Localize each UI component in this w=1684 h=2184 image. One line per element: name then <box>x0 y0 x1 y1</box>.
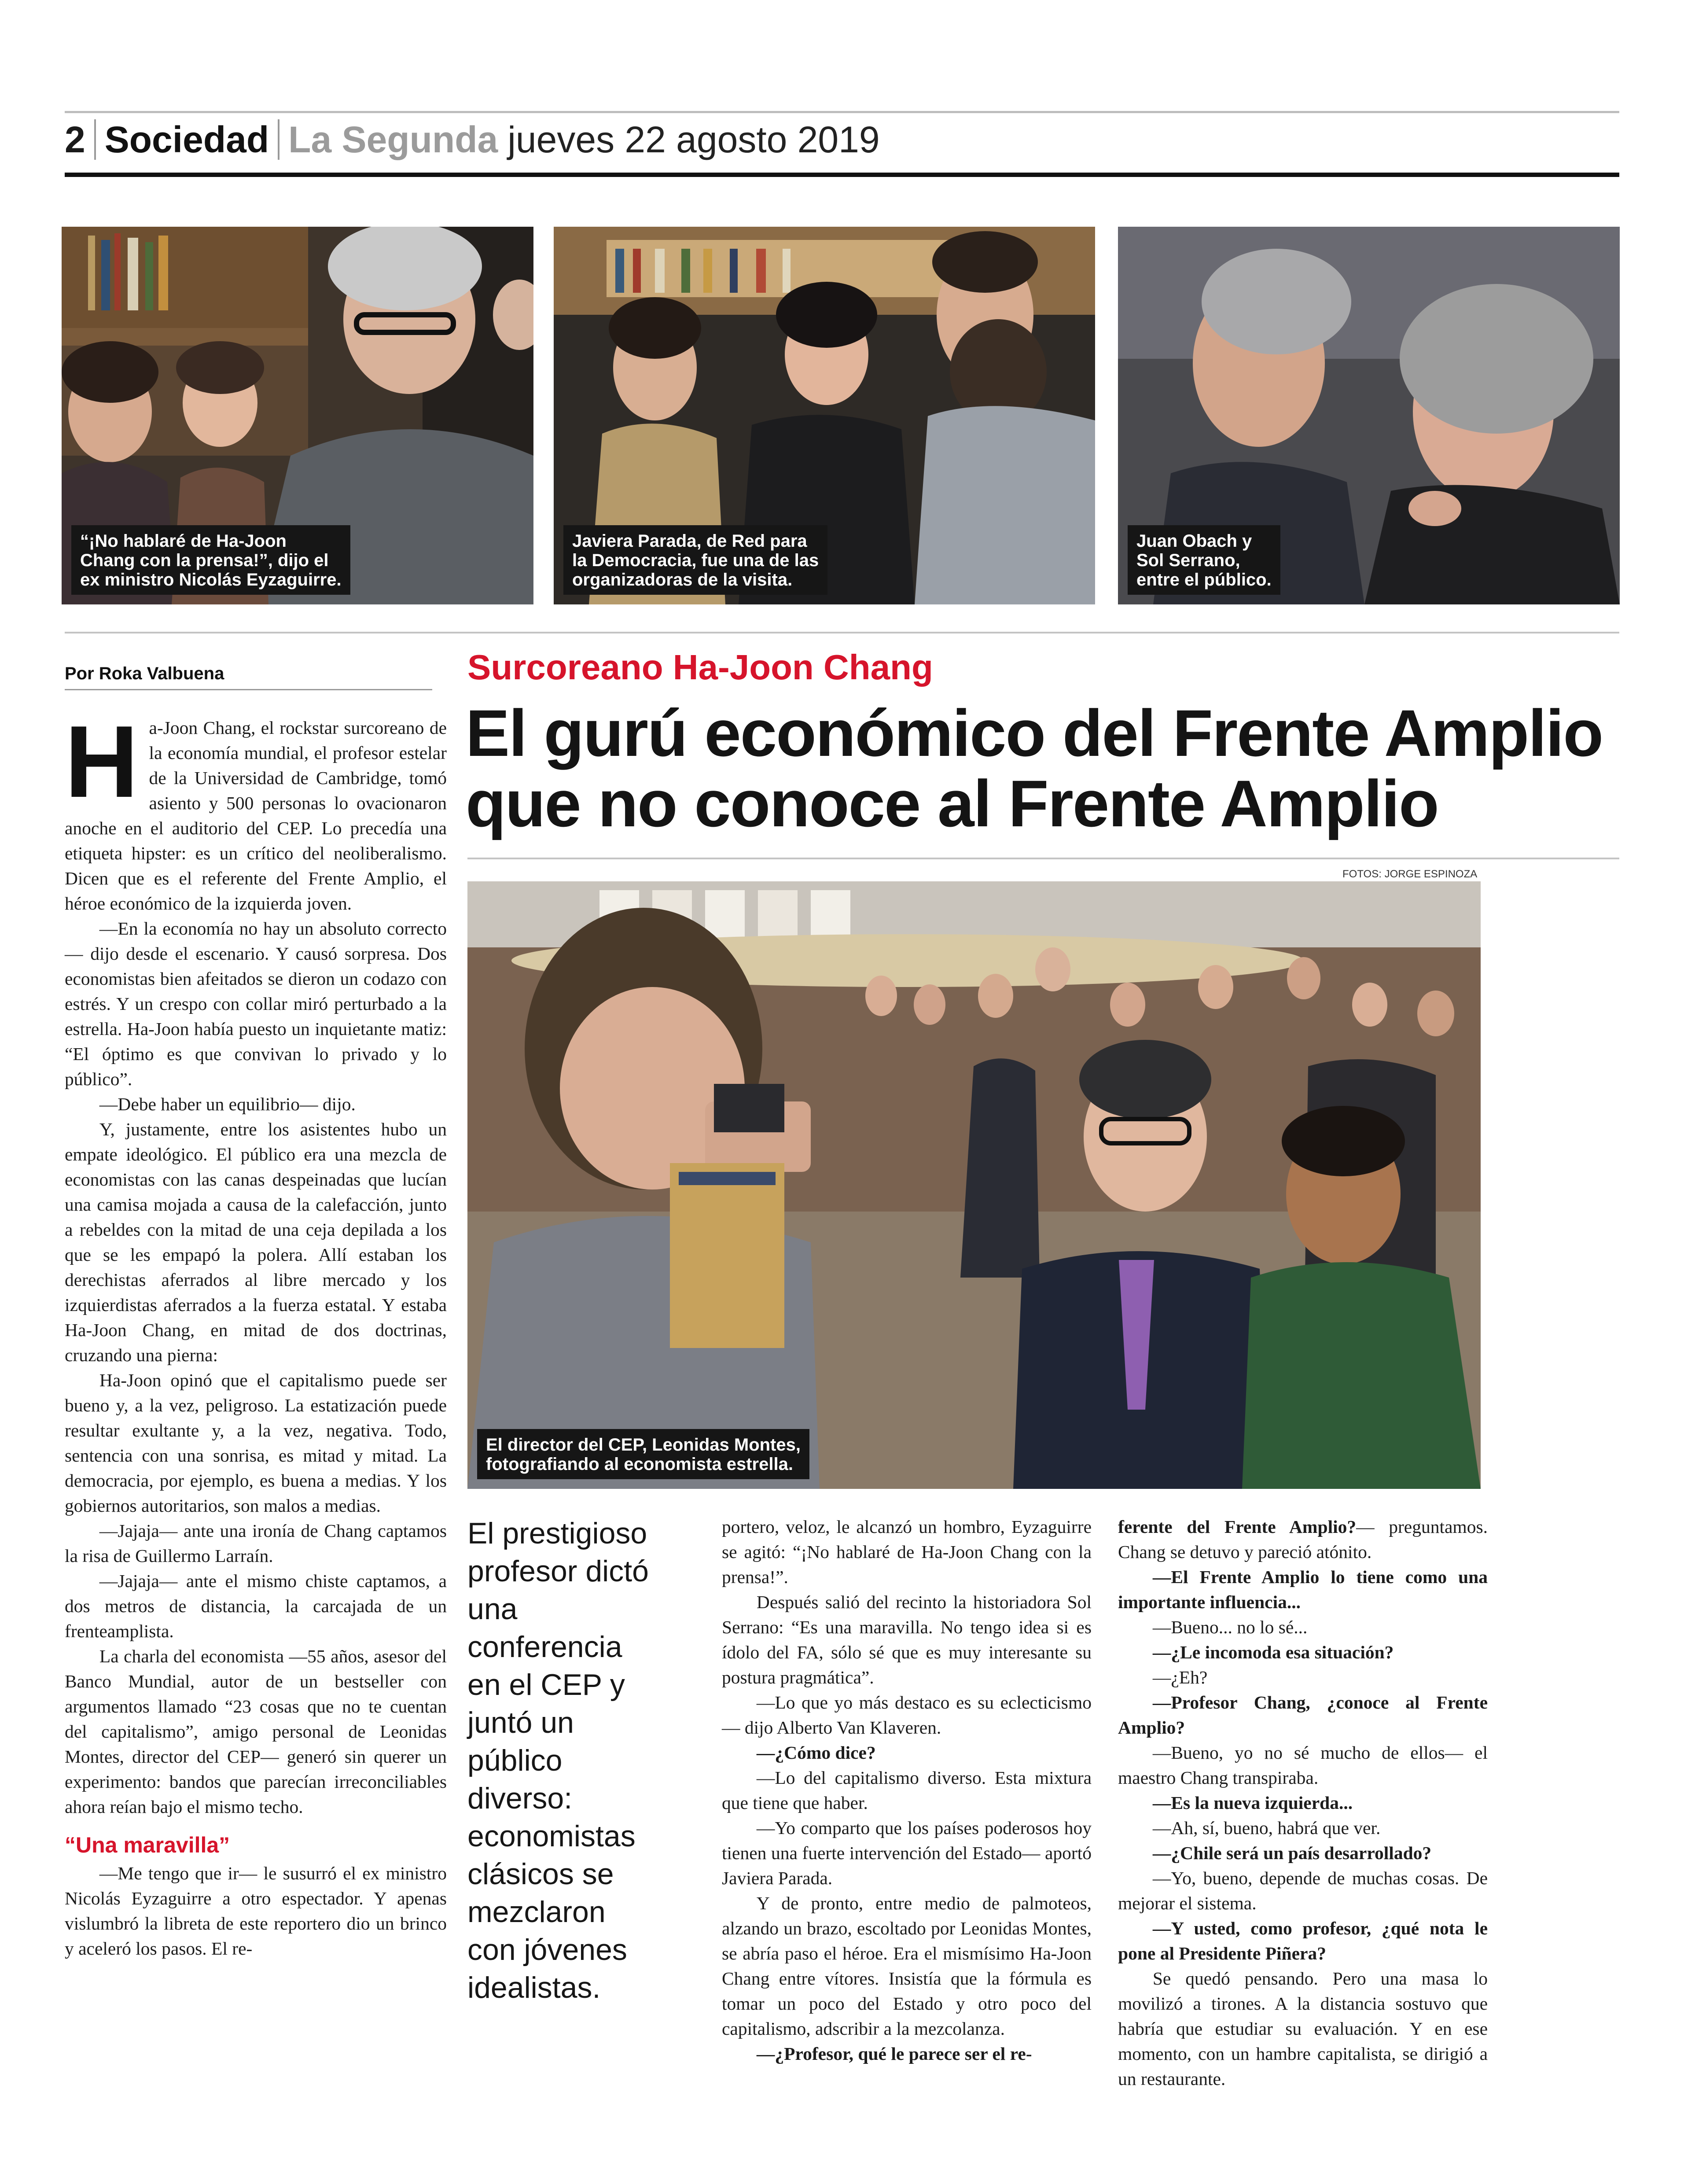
pull-quote-line: en el CEP y <box>467 1668 625 1702</box>
photo-caption <box>477 1429 809 1479</box>
section-rule <box>65 632 1619 633</box>
pull-quote-line: juntó un <box>467 1706 574 1739</box>
question-text: —Profesor Chang, ¿conoce al Frente Amplio? <box>1118 1692 1488 1738</box>
caption-line: “¡No hablaré de Ha-Joon <box>80 531 287 551</box>
article-paragraph <box>65 705 447 916</box>
article-paragraph <box>1118 1916 1488 1966</box>
pull-quote-line: profesor dictó <box>467 1554 649 1588</box>
question-text: —¿Chile será un país desarrollado? <box>1152 1843 1432 1863</box>
caption-line: la Democracia, fue una de las <box>572 551 819 570</box>
article-paragraph: —Jajaja— ante el mismo chiste captamos, a dos metros de distancia, la carcajada de un frenteamplista. <box>65 1571 447 1641</box>
pull-quote-line: El prestigioso <box>467 1517 647 1550</box>
article-paragraph <box>722 1740 1092 1765</box>
section-name: Sociedad <box>104 118 269 160</box>
article-paragraph: —Ah, sí, bueno, habrá que ver. <box>1152 1818 1381 1838</box>
caption-line: El director del CEP, Leonidas Montes, <box>486 1435 801 1455</box>
photo-caption <box>563 525 827 595</box>
article-paragraph <box>722 2041 1092 2066</box>
photo-credit: FOTOS: JORGE ESPINOZA <box>1342 868 1478 880</box>
header-top-rule <box>65 111 1619 113</box>
headline-line: que no conoce al Frente Amplio <box>466 766 1438 840</box>
article-paragraph: —¿Eh? <box>1152 1667 1208 1687</box>
article-paragraph <box>1118 1514 1488 1565</box>
photo-caption <box>1128 525 1280 595</box>
pull-quote-line: diverso: <box>467 1782 573 1815</box>
article-paragraph: —Lo que yo más destaco es su eclecticismo— dijo Alberto Van Klaveren. <box>722 1692 1092 1738</box>
question-text: —¿Le incomoda esa situación? <box>1152 1642 1394 1662</box>
issue-date: jueves 22 agosto 2019 <box>507 118 880 160</box>
pull-quote-line: mezclaron <box>467 1895 606 1929</box>
photo-caption <box>71 525 350 595</box>
article-paragraph: —Debe haber un equilibrio— dijo. <box>99 1094 356 1114</box>
main-photo <box>467 881 1481 1489</box>
paragraph-text: — preguntamos. Chang se detuvo y pareció atónito. <box>1118 1517 1488 1562</box>
article-paragraph: —Bueno... no lo sé... <box>1152 1617 1308 1637</box>
subhead: “Una maravilla” <box>65 1833 230 1857</box>
headline-line: El gurú económico del Frente Amplio <box>466 696 1603 770</box>
caption-line: Javiera Parada, de Red para <box>572 531 807 551</box>
question-text: —¿Cómo dice? <box>756 1742 876 1763</box>
headline <box>466 698 1603 839</box>
pull-quote-line: con jóvenes <box>467 1933 627 1967</box>
article-paragraph <box>1118 1640 1488 1665</box>
article-paragraph <box>1118 1690 1488 1740</box>
headline-rule <box>467 858 1619 859</box>
photo-parada <box>554 227 1095 604</box>
masthead-divider <box>94 119 96 160</box>
pull-quote <box>467 1514 688 2007</box>
byline-rule <box>65 689 432 690</box>
caption-line: fotografiando al economista estrella. <box>486 1455 793 1474</box>
article-paragraph: Se quedó pensando. Pero una masa lo movilizó a tirones. A la distancia sostuvo que habría que estudiar su evaluación. Y en ese momento, con un hambre capitalista, se dirigió a un restaurante. <box>1118 1968 1488 2089</box>
article-paragraph: Ha-Joon opinó que el capitalismo puede ser bueno y, a la vez, peligroso. La estatización puede resultar exultante y, a la vez, negativa. Todo, sentencia con una sonrisa, es mitad y mitad. La democracia, por ejemplo, es buena a medias. Y los gobiernos autoritarios, son malos a medias. <box>65 1370 447 1516</box>
caption-line: Chang con la prensa!”, dijo el <box>80 551 329 570</box>
paragraph-text: a-Joon Chang, el rockstar surcoreano de la economía mundial, el profesor estelar de la Universidad de Cambridge, tomó asiento y 500 personas lo ovacionaron anoche en el auditorio del CEP. Lo precedía una etiqueta hipster: es un crítico del neoliberalismo. Dicen que es el referente del Frente Amplio, el héroe económico de la izquierda joven. <box>65 718 447 913</box>
article-paragraph: —Yo, bueno, depende de muchas cosas. De mejorar el sistema. <box>1118 1868 1488 1913</box>
pull-quote-line: economistas <box>467 1819 636 1853</box>
caption-line: Sol Serrano, <box>1136 551 1240 570</box>
article-paragraph: —Me tengo que ir— le susurró el ex ministro Nicolás Eyzaguirre a otro espectador. Y apenas vislumbró la libreta de este reportero dio un brinco y aceleró los pasos. El re- <box>65 1863 447 1959</box>
header-bottom-rule <box>65 173 1619 177</box>
caption-line: entre el público. <box>1136 570 1272 589</box>
article-paragraph: —En la economía no hay un absoluto correcto— dijo desde el escenario. Y causó sorpresa. Dos economistas bien afeitados se dieron un codazo con estrés. Y un crespo con collar miró perturbado a la estrella. Ha-Joon había puesto un inquietante matiz: “El óptimo es que convivan lo privado y lo público”. <box>65 918 447 1089</box>
main-photo-image <box>467 881 1481 1489</box>
page-number: 2 <box>65 118 85 160</box>
question-text: —Y usted, como profesor, ¿qué nota le pone al Presidente Piñera? <box>1118 1918 1488 1963</box>
pull-quote-line: conferencia <box>467 1630 622 1664</box>
caption-line: organizadoras de la visita. <box>572 570 793 589</box>
pull-quote-line: clásicos se <box>467 1857 614 1891</box>
article-paragraph <box>1118 1565 1488 1615</box>
article-column-4 <box>1118 1514 1488 2092</box>
question-text: ferente del Frente Amplio? <box>1118 1517 1357 1537</box>
caption-line: ex ministro Nicolás Eyzaguirre. <box>80 570 342 589</box>
article-column-3 <box>722 1514 1092 2066</box>
pull-quote-line: idealistas. <box>467 1971 601 2004</box>
article-paragraph: Después salió del recinto la historiadora Sol Serrano: “Es una maravilla. No tengo idea si es ídolo del FA, sólo sé que es muy interesante su postura pragmática”. <box>722 1592 1092 1687</box>
byline: Por Roka Valbuena <box>65 664 224 683</box>
masthead <box>65 115 880 164</box>
article-paragraph <box>1118 1790 1488 1816</box>
question-text: —El Frente Amplio lo tiene como una importante influencia... <box>1118 1567 1488 1612</box>
article-paragraph: Y de pronto, entre medio de palmoteos, alzando un brazo, escoltado por Leonidas Montes, se abría paso el héroe. Era el mismísimo Ha-Joon Chang entre vítores. Insistía que la fórmula es tomar un poco del Estado y otro poco del capitalismo, adscribir a la mezcolanza. <box>722 1893 1092 2039</box>
article-paragraph: —Jajaja— ante una ironía de Chang captamos la risa de Guillermo Larraín. <box>65 1521 447 1566</box>
article-paragraph <box>1118 1841 1488 1866</box>
pull-quote-line: público <box>467 1744 563 1777</box>
article-paragraph: —Lo del capitalismo diverso. Esta mixtura que tiene que haber. <box>722 1768 1092 1813</box>
article-paragraph: La charla del economista —55 años, asesor del Banco Mundial, autor de un bestseller con argumentos llamado “23 cosas que no te cuentan del capitalismo”, amigo personal de Leonidas Montes, director del CEP— generó sin querer un experimento: bandos que parecían irreconciliables ahora reían bajo el mismo techo. <box>65 1646 447 1817</box>
article-paragraph: Y, justamente, entre los asistentes hubo un empate ideológico. El público era una mezcla de economistas con las canas despeinadas que lucían una camisa mojada a causa de la calefacción, junto a rebeldes con la mitad de una ceja depilada a los que se les empapó la polera. Allí estaban los derechistas aferrados al libre mercado y los izquierdistas aferrados a la fuerza estatal. Y estaba Ha-Joon Chang, en mitad de dos doctrinas, cruzando una pierna: <box>65 1119 447 1365</box>
question-text: —¿Profesor, qué le parece ser el re- <box>756 2044 1032 2064</box>
newspaper-brand: La Segunda <box>288 118 498 160</box>
masthead-divider <box>278 119 279 160</box>
caption-line: Juan Obach y <box>1136 531 1252 551</box>
pull-quote-line: una <box>467 1592 518 1626</box>
article-paragraph: portero, veloz, le alcanzó un hombro, Eyzaguirre se agitó: “¡No hablaré de Ha-Joon Chang con la prensa!”. <box>722 1517 1092 1587</box>
photo-obach-serrano <box>1118 227 1620 604</box>
article-paragraph: —Yo comparto que los países poderosos hoy tienen una fuerte intervención del Estado— aportó Javiera Parada. <box>722 1818 1092 1888</box>
article-paragraph: —Bueno, yo no sé mucho de ellos— el maestro Chang transpiraba. <box>1118 1742 1488 1788</box>
article-column-1 <box>65 705 447 1961</box>
photo-eyzaguirre <box>62 227 533 604</box>
kicker: Surcoreano Ha-Joon Chang <box>467 648 933 687</box>
drop-cap: H <box>65 705 139 819</box>
question-text: —Es la nueva izquierda... <box>1152 1793 1353 1813</box>
